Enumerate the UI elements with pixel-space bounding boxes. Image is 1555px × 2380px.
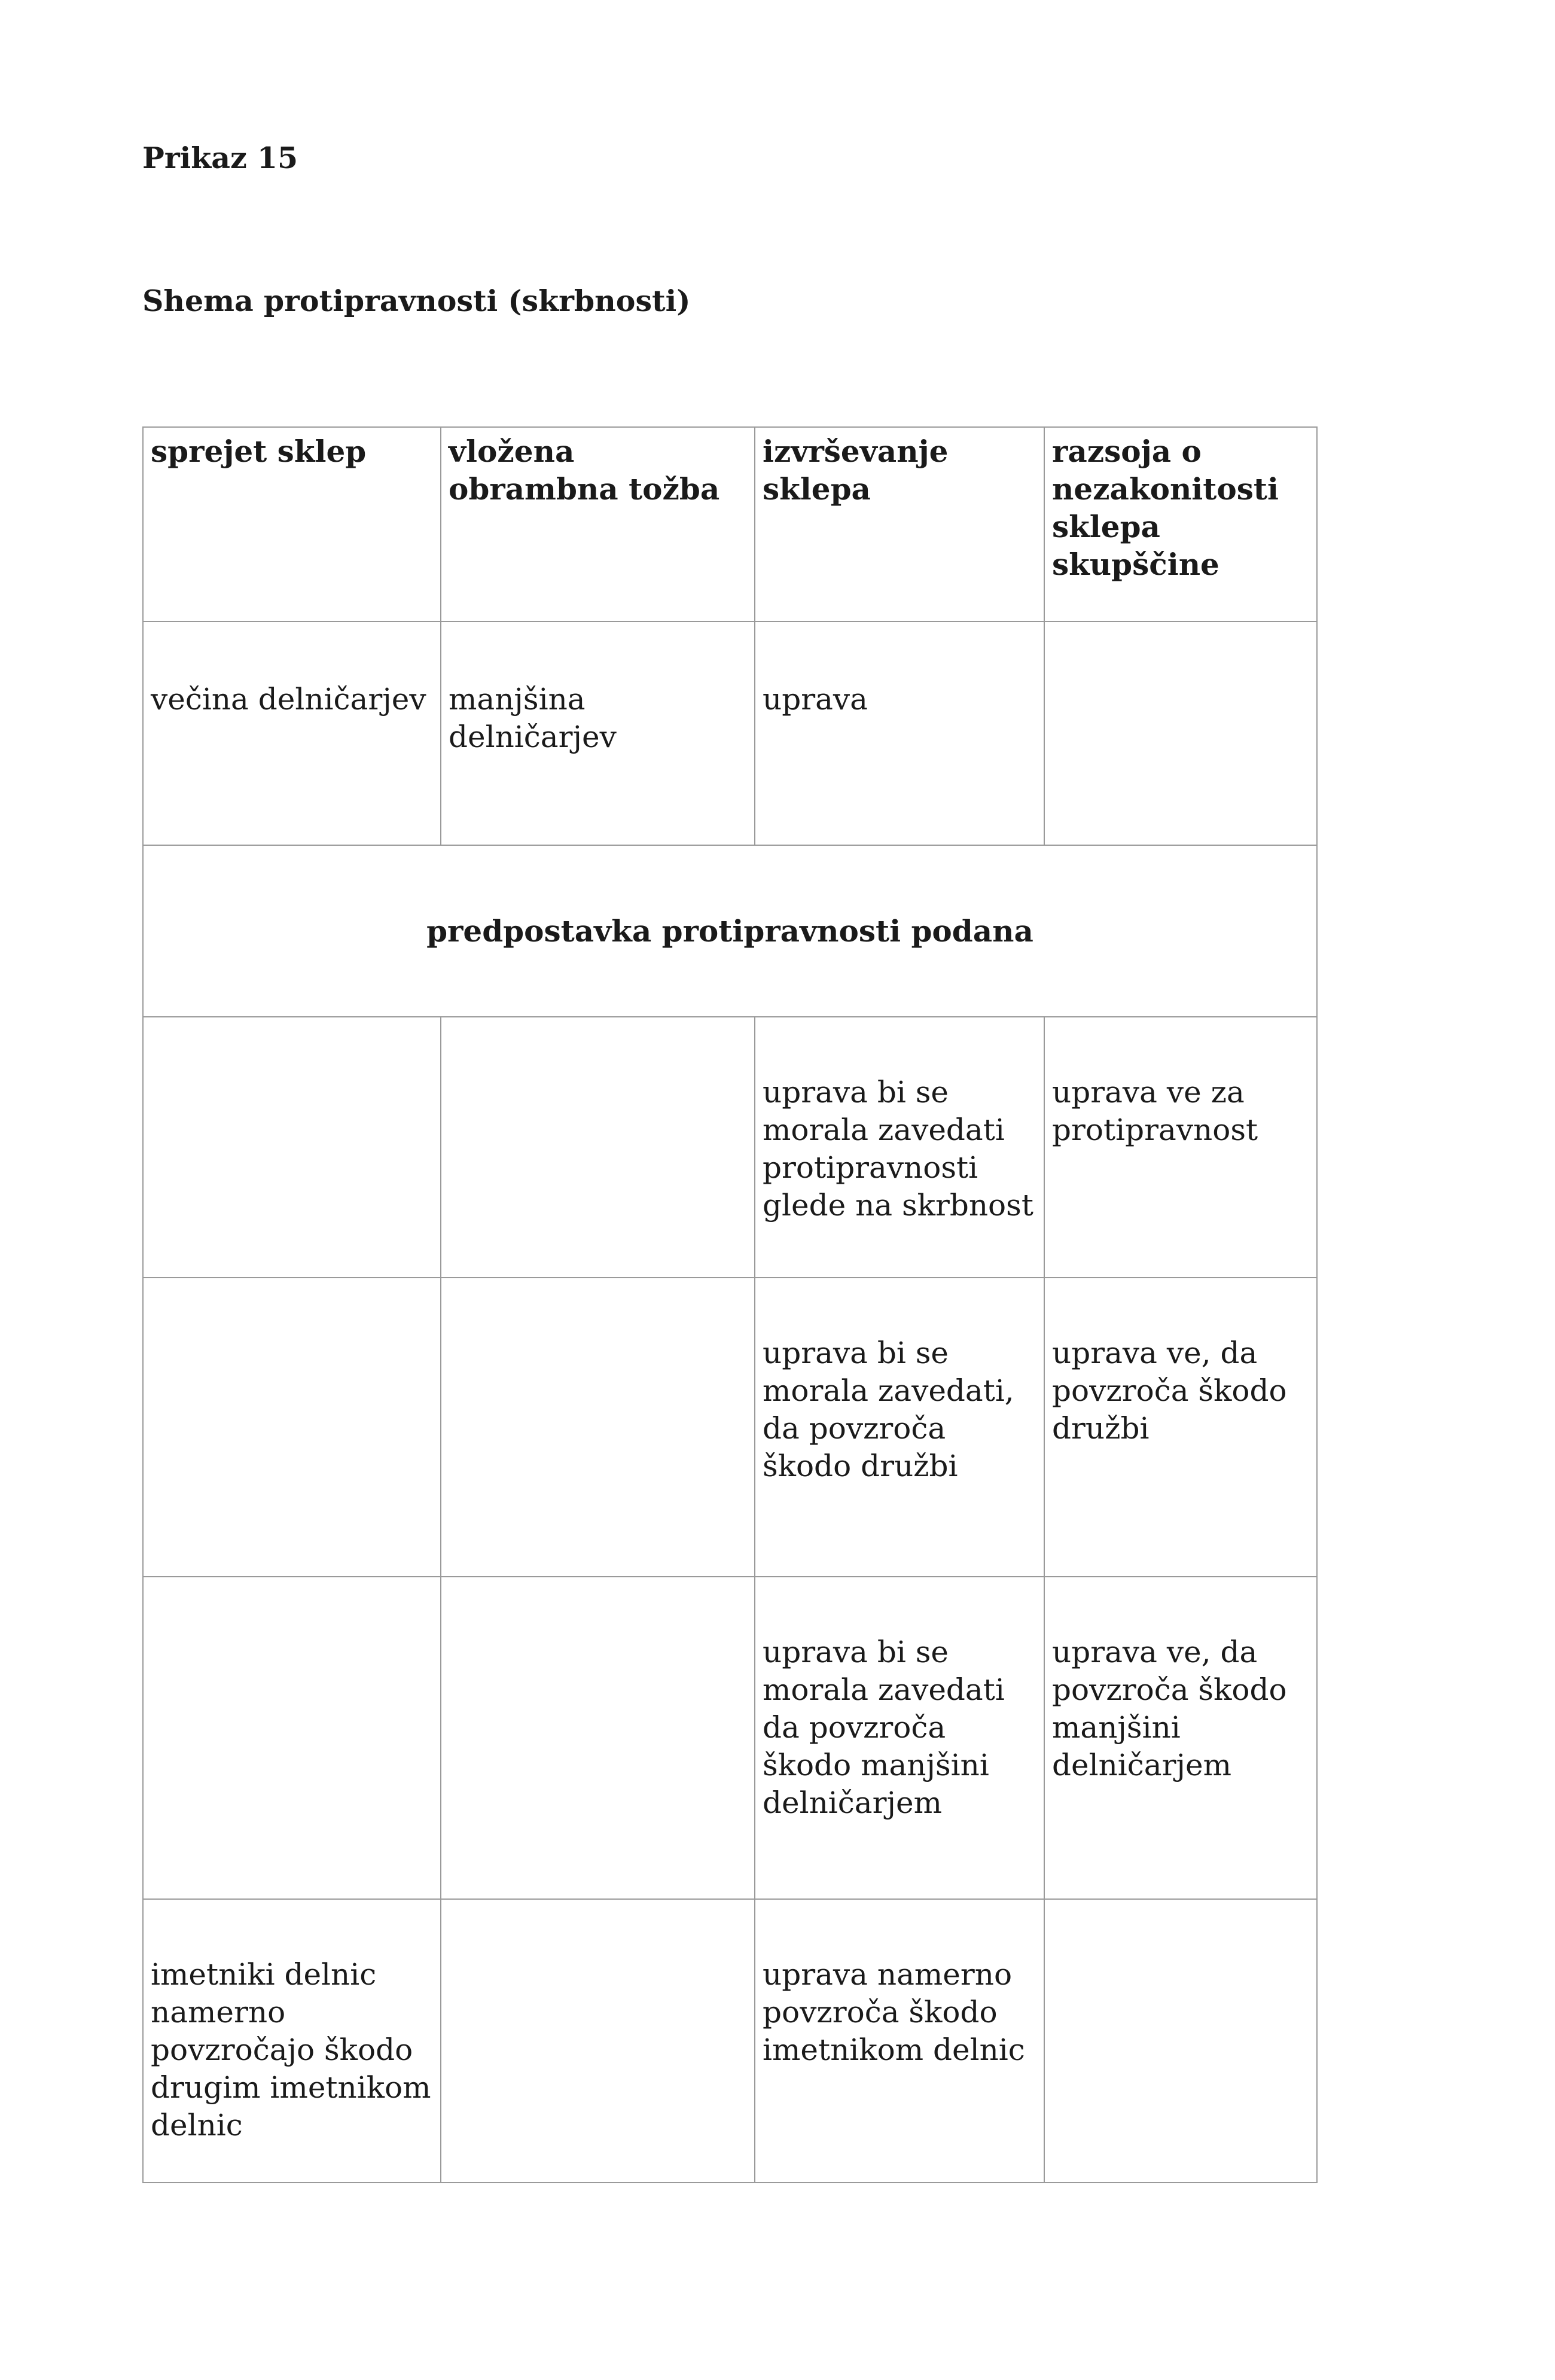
table-cell bbox=[1044, 621, 1317, 845]
table-row bbox=[143, 1017, 1317, 1278]
table-cell bbox=[143, 1577, 441, 1899]
table-cell bbox=[441, 1278, 755, 1577]
table-row bbox=[143, 1278, 1317, 1577]
table-row bbox=[143, 621, 1317, 845]
table-row bbox=[143, 1577, 1317, 1899]
table-row bbox=[143, 845, 1317, 1017]
table-cell: uprava bi se morala zavedati, da povzroča škodo družbi bbox=[755, 1278, 1044, 1577]
figure-label: Prikaz 15 bbox=[142, 141, 298, 175]
table-cell: uprava ve, da povzroča škodo družbi bbox=[1044, 1278, 1317, 1577]
table-cell bbox=[143, 1017, 441, 1278]
table-cell: uprava ve, da povzroča škodo manjšini delničarjem bbox=[1044, 1577, 1317, 1899]
header-cell: razsoja o nezakonitosti sklepa skupščine bbox=[1044, 427, 1317, 621]
table-cell: manjšina delničarjev bbox=[441, 621, 755, 845]
header-cell: sprejet sklep bbox=[143, 427, 441, 621]
table-row bbox=[143, 1899, 1317, 2183]
table-cell: uprava bbox=[755, 621, 1044, 845]
table-cell bbox=[441, 1017, 755, 1278]
table-cell bbox=[441, 1577, 755, 1899]
table-header-row bbox=[143, 427, 1317, 621]
table-cell: imetniki delnic namerno povzročajo škodo drugim imetnikom delnic bbox=[143, 1899, 441, 2183]
table-cell: uprava namerno povzroča škodo imetnikom delnic bbox=[755, 1899, 1044, 2183]
header-cell: izvrševanje sklepa bbox=[755, 427, 1044, 621]
table-cell: večina delničarjev bbox=[143, 621, 441, 845]
document-title: Shema protipravnosti (skrbnosti) bbox=[142, 284, 691, 318]
merged-cell: predpostavka protipravnosti podana bbox=[143, 845, 1317, 1017]
table-cell bbox=[143, 1278, 441, 1577]
table-cell: uprava bi se morala zavedati da povzroča škodo manjšini delničarjem bbox=[755, 1577, 1044, 1899]
table-cell: uprava ve za protipravnost bbox=[1044, 1017, 1317, 1278]
table-cell bbox=[441, 1899, 755, 2183]
scheme-table bbox=[142, 426, 1318, 2183]
table-cell bbox=[1044, 1899, 1317, 2183]
table-cell: uprava bi se morala zavedati protipravnosti glede na skrbnost bbox=[755, 1017, 1044, 1278]
header-cell: vložena obrambna tožba bbox=[441, 427, 755, 621]
